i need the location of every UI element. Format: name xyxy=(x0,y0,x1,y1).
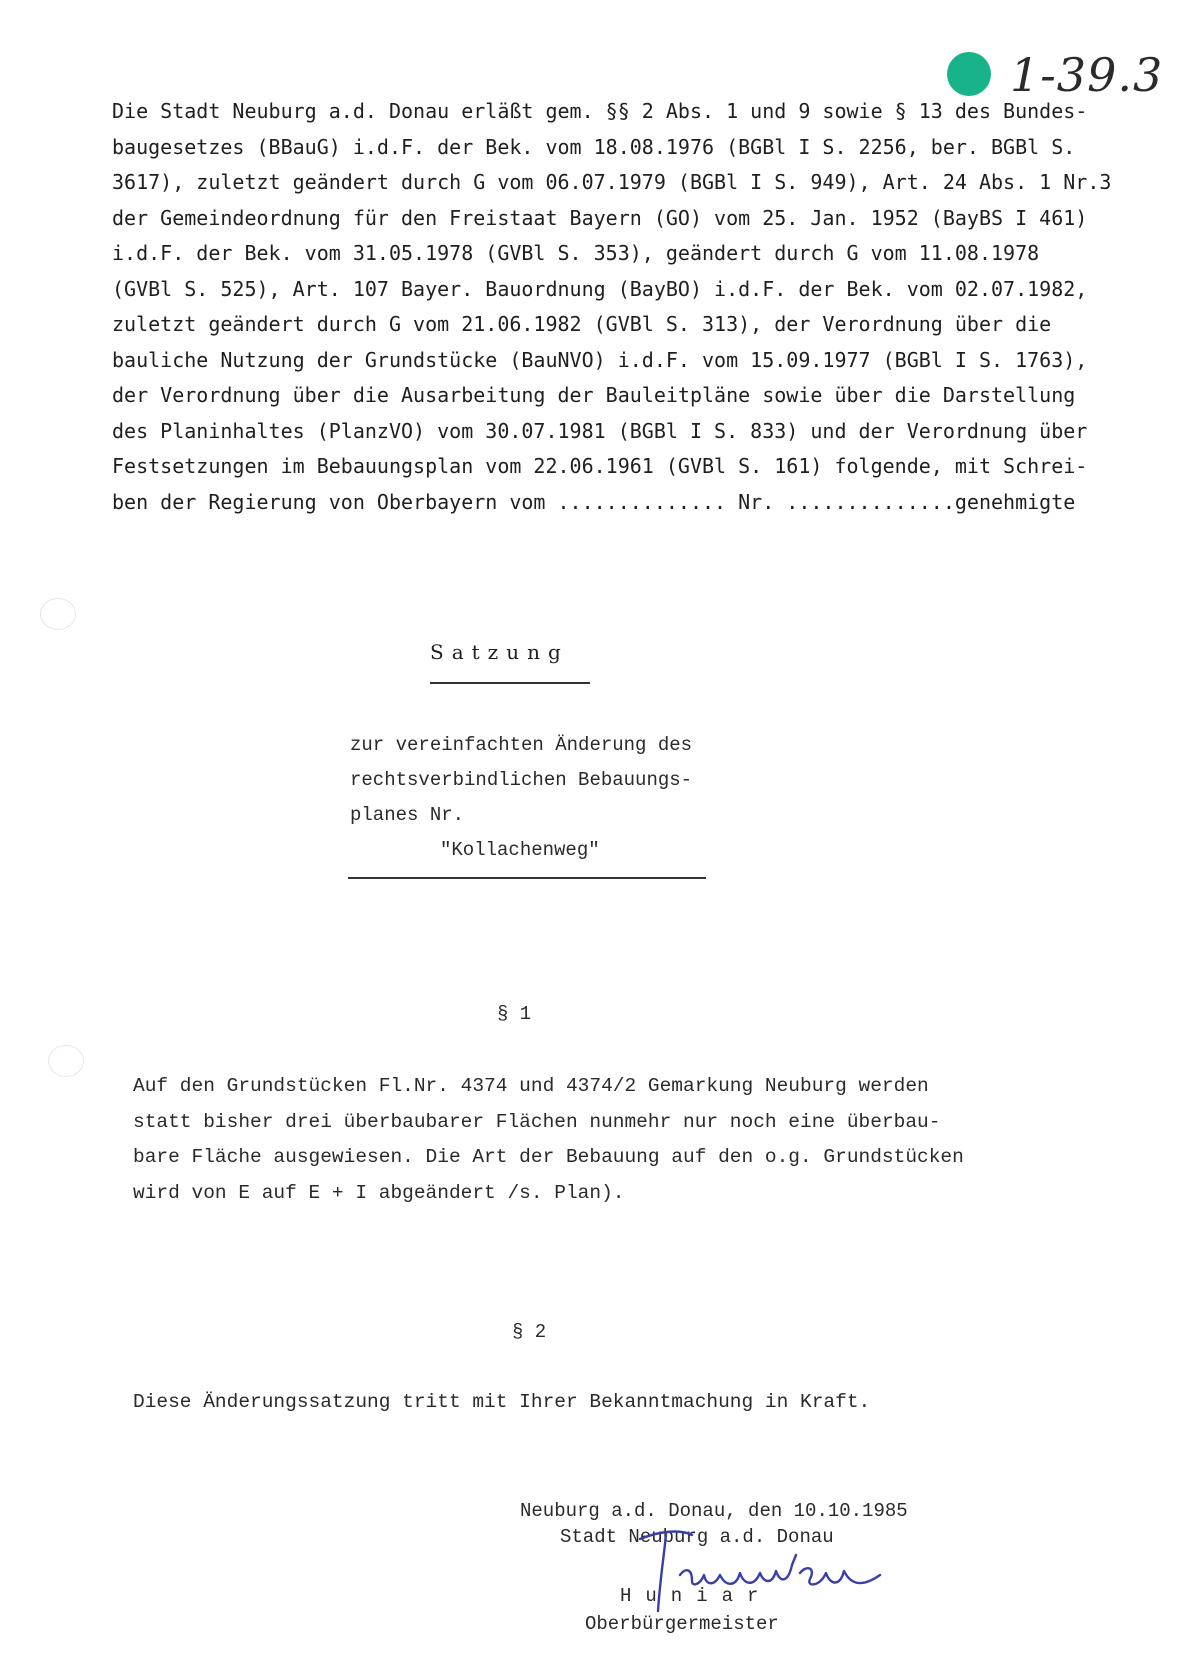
punch-hole-top xyxy=(40,598,76,630)
preamble-line: (GVBl S. 525), Art. 107 Bayer. Bauordnung (BayBO) i.d.F. der Bek. vom 02.07.1982, xyxy=(112,276,1088,301)
section-1-line: Auf den Grundstücken Fl.Nr. 4374 und 4374/2 Gemarkung Neuburg werden xyxy=(133,1075,929,1097)
section-1-line: wird von E auf E + I abgeändert /s. Plan). xyxy=(133,1181,625,1204)
signer-name: Huniar xyxy=(620,1585,773,1607)
subtitle-line: zur vereinfachten Änderung des xyxy=(350,734,693,756)
section-2-line: Diese Änderungssatzung tritt mit Ihrer Bekanntmachung in Kraft. xyxy=(133,1391,871,1413)
preamble-line: ben der Regierung von Oberbayern vom .............. Nr. ..............genehmigte xyxy=(112,489,1076,514)
preamble-line: bauliche Nutzung der Grundstücke (BauNVO) i.d.F. vom 15.09.1977 (BGBl I S. 1763), xyxy=(112,347,1088,372)
subtitle-underline xyxy=(348,877,706,879)
section-1-heading: § 1 xyxy=(497,1003,532,1025)
signer-role: Oberbürgermeister xyxy=(585,1613,779,1635)
section-2-text xyxy=(133,1385,870,1421)
punch-hole-bottom xyxy=(48,1045,84,1077)
preamble-line: der Gemeindeordnung für den Freistaat Bayern (GO) vom 25. Jan. 1952 (BayBS I 461) xyxy=(112,205,1088,230)
subtitle-line: planes Nr. xyxy=(350,804,465,826)
section-1-text xyxy=(133,1069,964,1211)
preamble-line: i.d.F. der Bek. vom 31.05.1978 (GVBl S. 353), geändert durch G vom 11.08.1978 xyxy=(112,241,1040,265)
section-1-line: bare Fläche ausgewiesen. Die Art der Bebauung auf den o.g. Grundstücken xyxy=(133,1146,964,1168)
section-2-heading: § 2 xyxy=(512,1321,547,1343)
preamble-line: zuletzt geändert durch G vom 21.06.1982 (GVBl S. 313), der Verordnung über die xyxy=(112,312,1052,336)
preamble-paragraph xyxy=(112,94,1112,520)
plan-name: "Kollachenweg" xyxy=(440,839,600,861)
preamble-line: der Verordnung über die Ausarbeitung der Bauleitpläne sowie über die Darstellung xyxy=(112,383,1076,407)
preamble-line: Festsetzungen im Bebauungsplan vom 22.06.1961 (GVBl S. 161) folgende, mit Schrei- xyxy=(112,454,1088,478)
preamble-line: 3617), zuletzt geändert durch G vom 06.07.1979 (BGBl I S. 949), Art. 24 Abs. 1 Nr.3 xyxy=(112,170,1112,194)
archive-number: 1-39.3 xyxy=(1010,48,1164,102)
green-marker-dot xyxy=(947,52,991,96)
preamble-line: des Planinhaltes (PlanzVO) vom 30.07.1981 (BGBl I S. 833) und der Verordnung über xyxy=(112,418,1088,443)
preamble-line: baugesetzes (BBauG) i.d.F. der Bek. vom 18.08.1976 (BGBl I S. 2256, ber. BGBl S. xyxy=(112,134,1076,159)
place-date: Neuburg a.d. Donau, den 10.10.1985 xyxy=(520,1500,908,1522)
section-1-line: statt bisher drei überbaubarer Flächen nunmehr nur noch eine überbau- xyxy=(133,1110,941,1133)
subtitle-line: rechtsverbindlichen Bebauungs- xyxy=(350,769,693,791)
title-underline xyxy=(430,682,590,684)
document-title: Satzung xyxy=(430,640,569,664)
preamble-line: Die Stadt Neuburg a.d. Donau erläßt gem. §§ 2 Abs. 1 und 9 sowie § 13 des Bundes- xyxy=(112,99,1088,123)
issuing-authority: Stadt Neuburg a.d. Donau xyxy=(560,1526,834,1548)
document-subtitle xyxy=(350,728,692,868)
